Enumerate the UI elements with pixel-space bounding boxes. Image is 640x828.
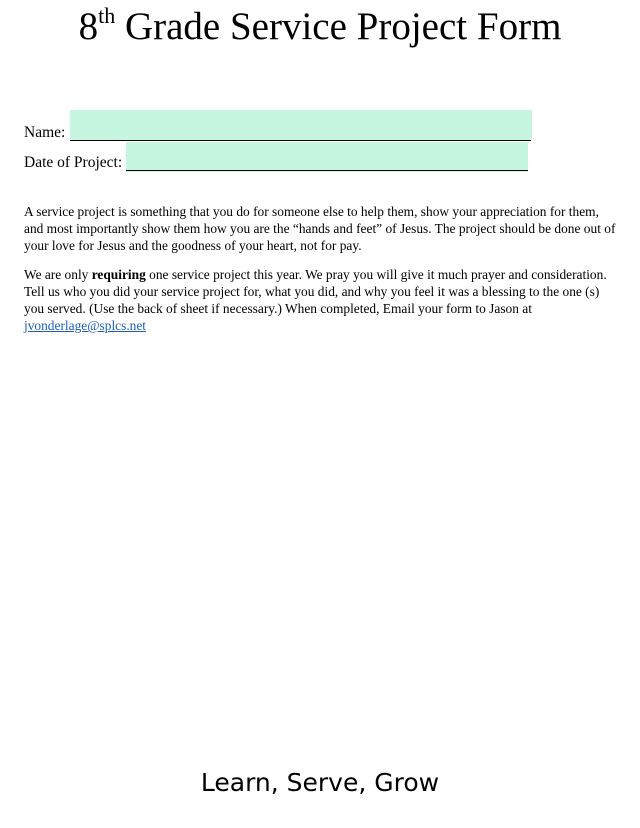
instructions-bold-word: requiring <box>91 267 146 282</box>
name-label: Name: <box>24 124 66 141</box>
intro-paragraph: A service project is something that you do for someone else to help them, show your appreciation for them, and most importantly show them how you are the “hands and feet” of Jesus. The project should be done out of your love for Jesus and the goodness of your heart, not for pay. <box>24 204 616 253</box>
title-text: Grade Service Project Form <box>115 5 562 48</box>
date-of-project-field[interactable] <box>126 154 528 171</box>
title-number: 8 <box>78 5 99 48</box>
instructions-text-start: We are only <box>24 267 92 282</box>
instructions-text-end: one service project this year. We pray you will give it much prayer and consideration. Tell us who you did your service project for, what you did, and why you feel it was a blessing to the one (s) you served. (Use the back of sheet if necessary.) When completed, Email your form to Jason at <box>24 267 607 316</box>
date-of-project-label: Date of Project: <box>24 154 123 171</box>
email-link[interactable]: jvonderlage@splcs.net <box>24 318 147 333</box>
name-field[interactable] <box>70 124 531 141</box>
footer-motto: Learn, Serve, Grow <box>200 768 440 797</box>
instructions-paragraph <box>24 266 616 334</box>
page-title <box>0 2 640 52</box>
title-superscript: th <box>98 3 116 28</box>
